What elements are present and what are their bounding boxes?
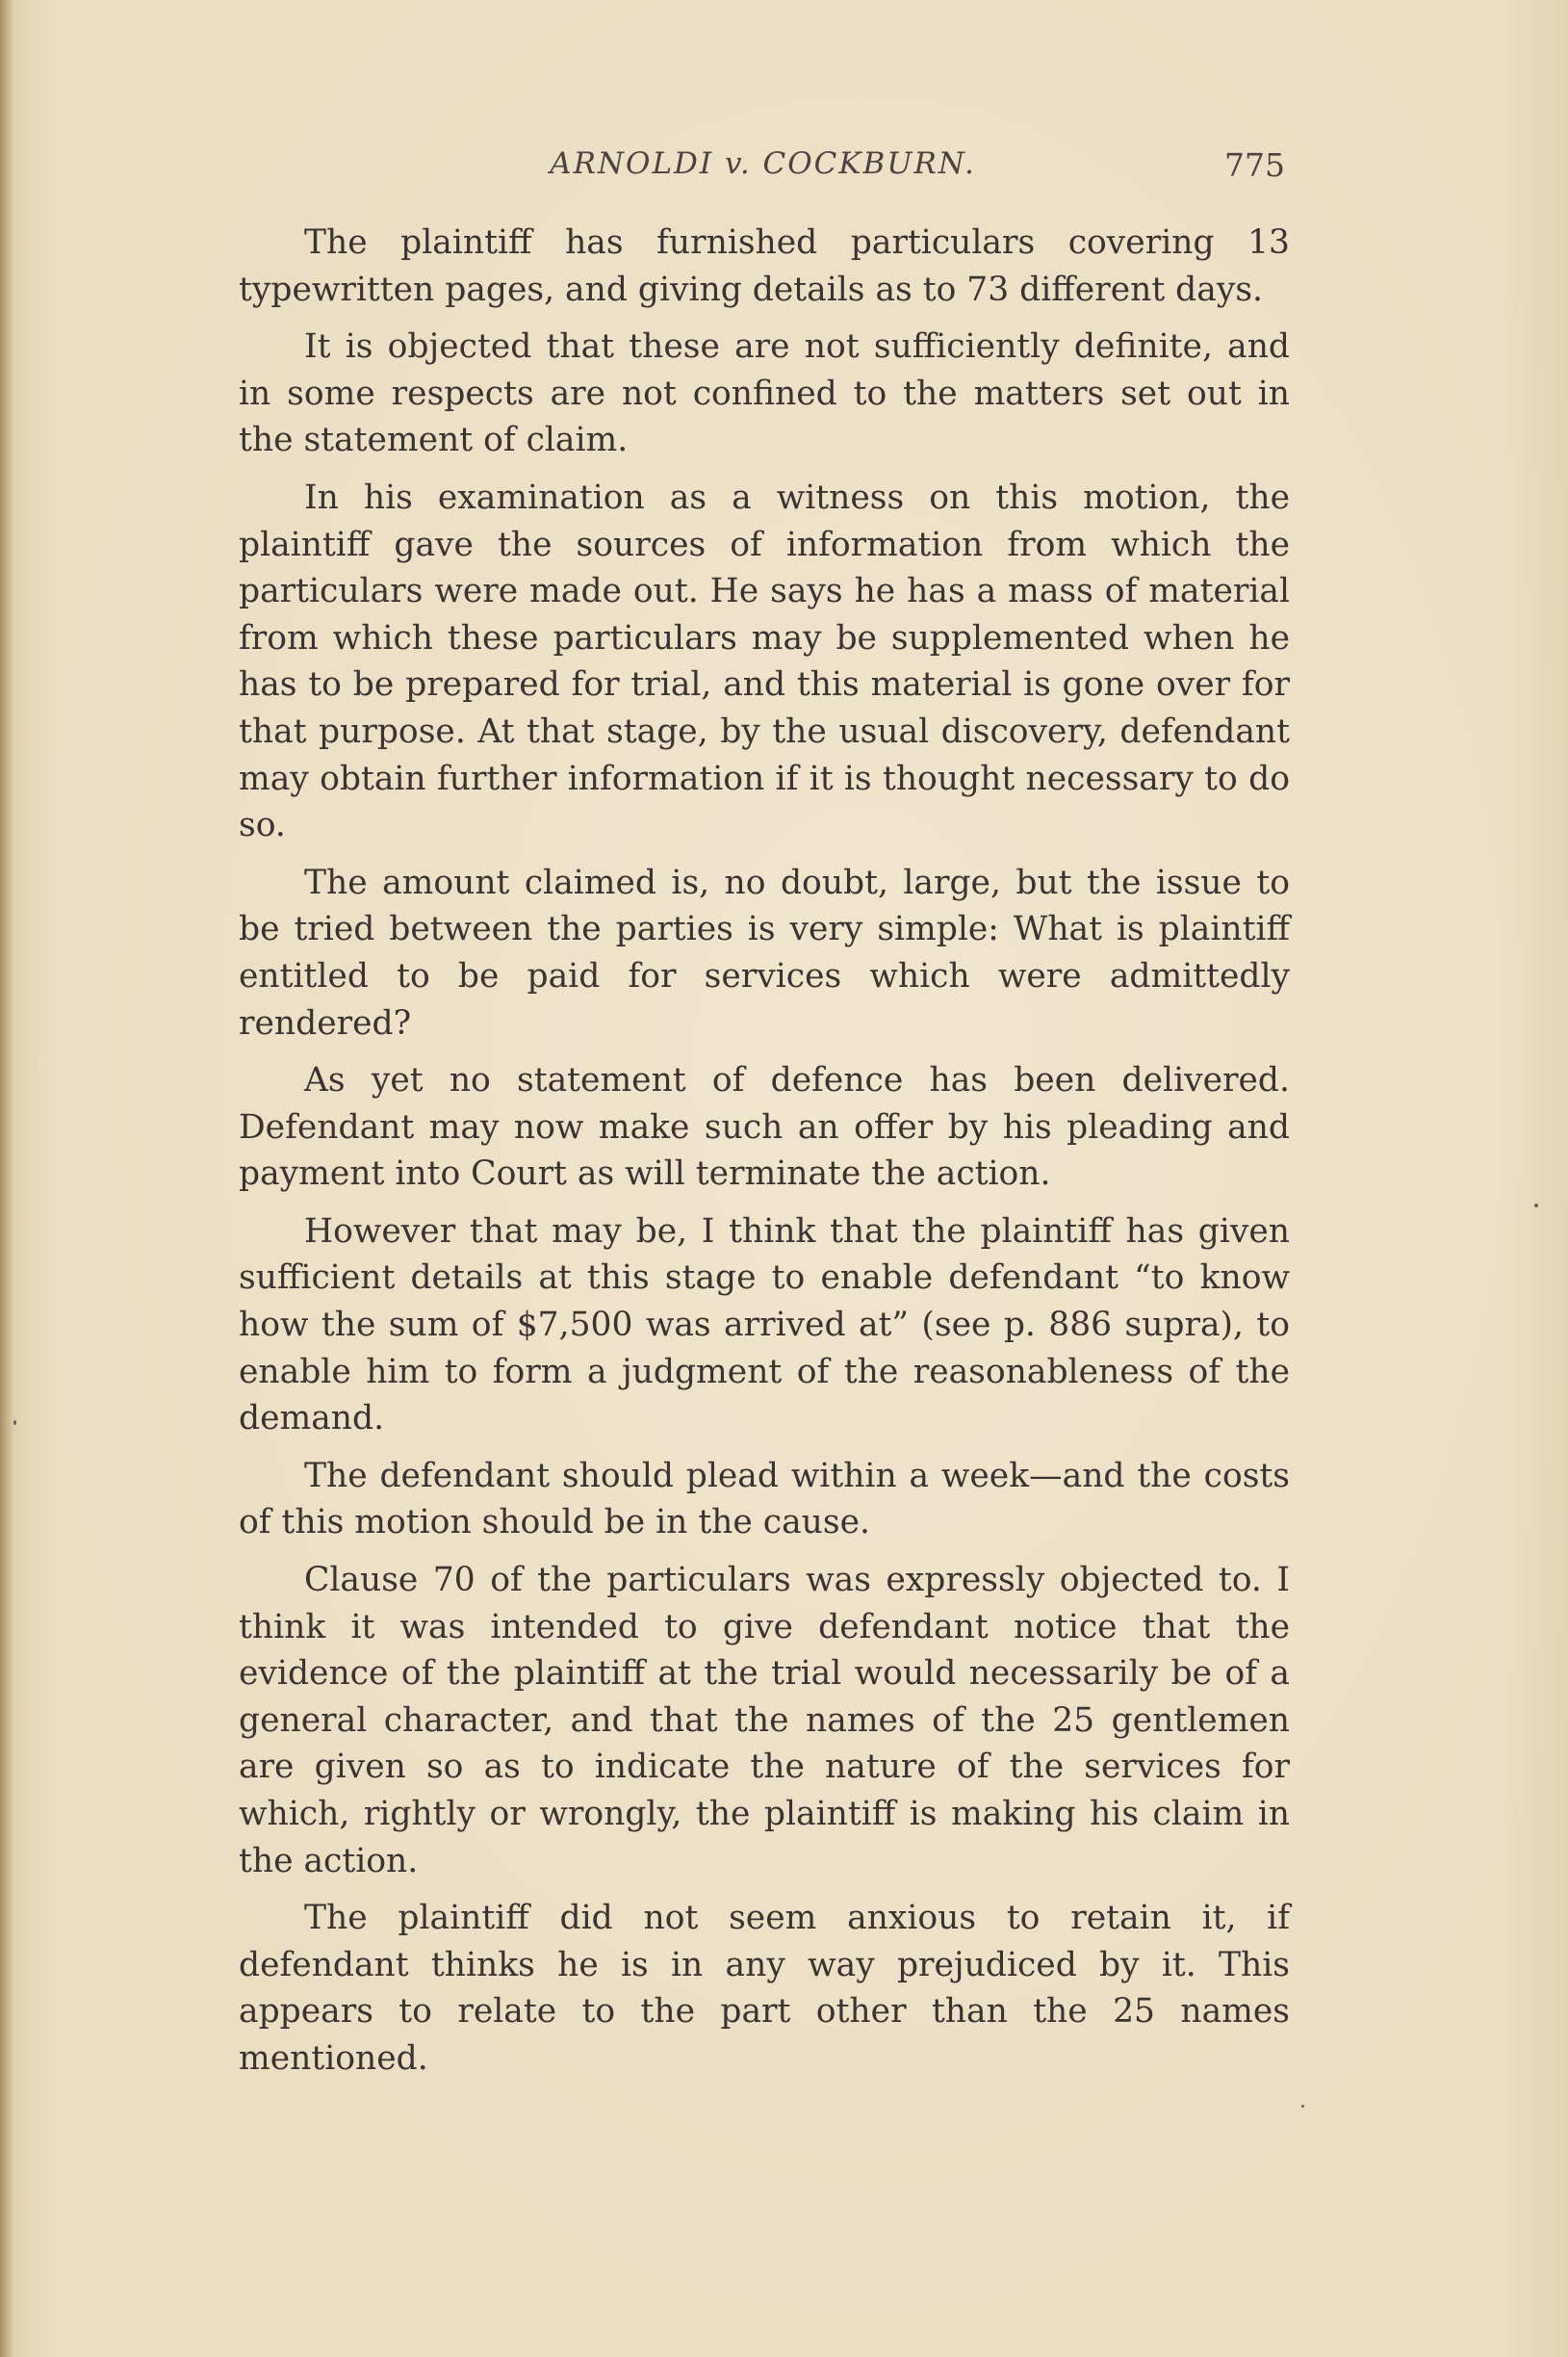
running-header xyxy=(241,146,1285,194)
page-gutter-shadow xyxy=(0,0,13,2357)
paper-speck xyxy=(1534,1204,1538,1207)
running-title: ARNOLDI v. COCKBURN. xyxy=(550,146,976,181)
paragraph-9: The plaintiff did not seem anxious to retain it, if defendant thinks he is in any way prejudiced by it. This appears to relate to the part other than the 25 names mentioned. xyxy=(239,1899,1290,2078)
paragraph-3: In his examination as a witness on this motion, the plaintiff gave the sources of information from which the particulars were made out. He says he has a mass of material from which these particulars may be supplemented when he has to be prepared for trial, and this material is gone over for that purpose. At that stage, by the usual discovery, defendant may obtain further information if it is thought necessary to do so. xyxy=(239,478,1290,845)
paragraph-1: The plaintiff has furnished particulars covering 13 typewritten pages, and giving details as to 73 different days. xyxy=(239,223,1290,309)
paragraph-7: The defendant should plead within a week—and the costs of this motion should be in the cause. xyxy=(239,1456,1290,1542)
paragraph-6: However that may be, I think that the plaintiff has given sufficient details at this stage to enable defendant “to know how the sum of $7,500 was arrived at” (see p. 886 supra), to enable him to form a judgment of the reasonableness of the demand. xyxy=(239,1211,1290,1438)
paper-speck xyxy=(1301,2105,1304,2108)
paragraph-5: As yet no statement of defence has been delivered. Defendant may now make such an offer by his pleading and payment into Court as will terminate the action. xyxy=(239,1061,1290,1194)
paper-speck xyxy=(13,1420,16,1425)
paragraph-2: It is objected that these are not sufficiently definite, and in some respects are not confined to the matters set out in the statement of claim. xyxy=(239,327,1290,460)
paragraph-4: The amount claimed is, no doubt, large, but the issue to be tried between the parties is very simple: What is plaintiff entitled to be paid for services which were admittedly rendered? xyxy=(239,863,1290,1043)
page-number: 775 xyxy=(1224,146,1285,184)
paragraph-8: Clause 70 of the particulars was expressly objected to. I think it was intended to give defendant notice that the evidence of the plaintiff at the trial would necessarily be of a general character, and that the names of the 25 gentlemen are given so as to indicate the nature of the services for which, rightly or wrongly, the plaintiff is making his claim in the action. xyxy=(239,1561,1290,1880)
body-text xyxy=(239,220,1290,2093)
